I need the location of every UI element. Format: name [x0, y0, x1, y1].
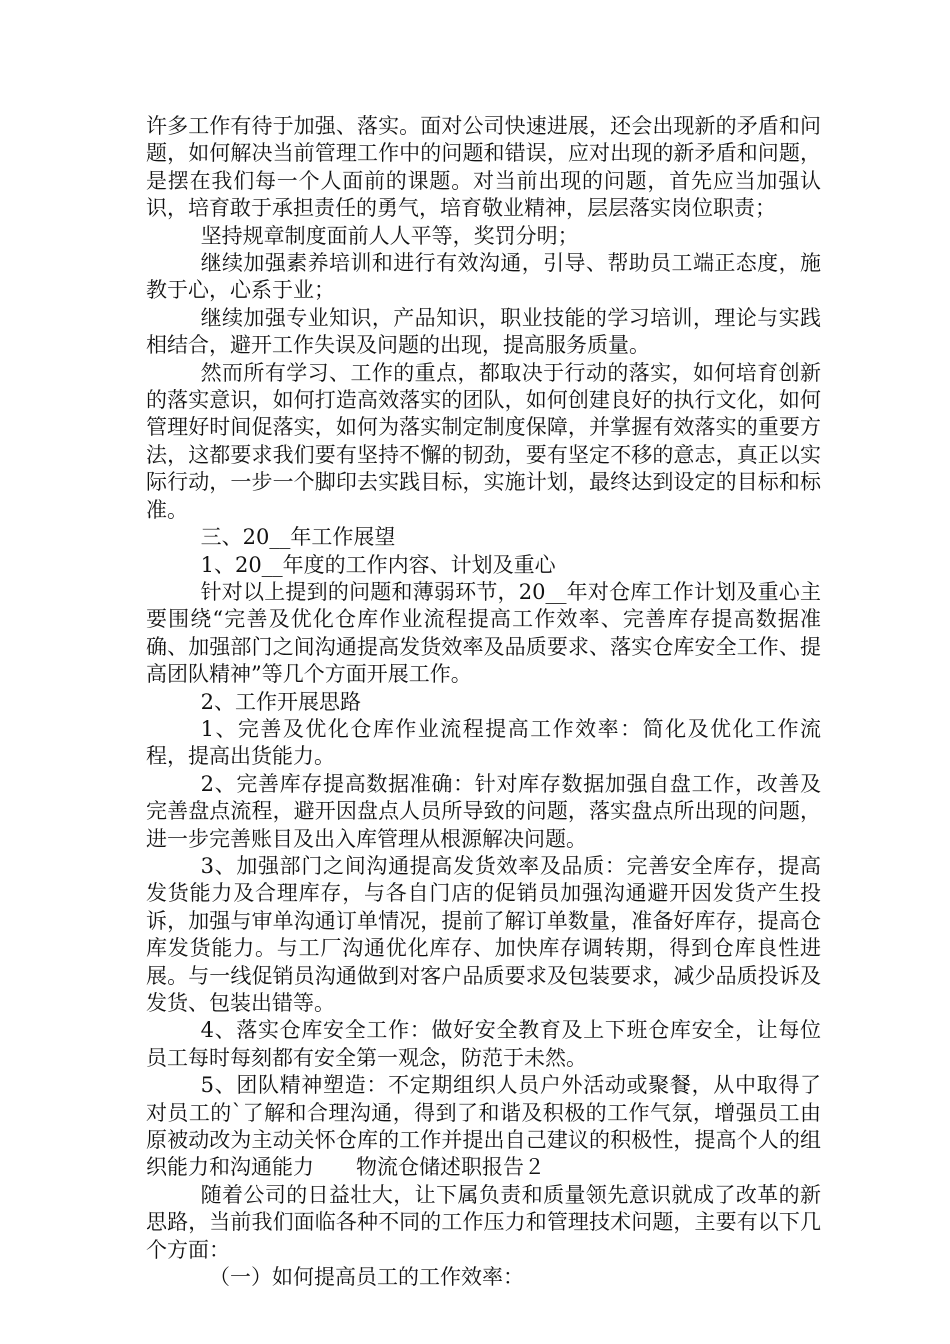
subsection-heading: 1、20__年度的工作内容、计划及重心 [200, 552, 556, 577]
paragraph: 许多工作有待于加强、落实。面对公司快速进展，还会出现新的矛盾和问题，如何解决当前管理工作中的问题和错误，应对出现的新矛盾和问题，是摆在我们每一个人面前的课题。对当前出现的问题，首先应当加强认识，培育敢于承担责任的勇气，培育敬业精神，层层落实岗位职责； [146, 114, 821, 221]
list-item: 4、落实仓库安全工作：做好安全教育及上下班仓库安全，让每位员工每时每刻都有安全第一观念，防范于未然。 [146, 1018, 821, 1070]
list-item: 5、团队精神塑造：不定期组织人员户外活动或聚餐，从中取得了对员工的`了解和合理沟通，得到了和谐及积极的工作气氛，增强员工由原被动改为主动关怀仓库的工作并提出自己建议的积极性，提高个人的组织能力和沟通能力 物流仓储述职报告２ [146, 1073, 821, 1180]
paragraph: 然而所有学习、工作的重点，都取决于行动的落实，如何培育创新的落实意识，如何打造高效落实的团队，如何创建良好的执行文化，如何管理好时间促落实，如何为落实制定制度保障，并掌握有效落实的重要方法，这都要求我们要有坚持不懈的韧劲，要有坚定不移的意志，真正以实际行动，一步一个脚印去实践目标，实施计划，最终达到设定的目标和标准。 [146, 360, 821, 522]
paragraph: 继续加强专业知识，产品知识，职业技能的学习培训，理论与实践相结合，避开工作失误及问题的出现，提高服务质量。 [146, 305, 821, 358]
subsection-heading: 2、工作开展思路 [200, 689, 361, 714]
document-body [146, 113, 821, 1291]
paragraph: 坚持规章制度面前人人平等，奖罚分明； [200, 223, 579, 248]
list-item: 1、完善及优化仓库作业流程提高工作效率：简化及优化工作流程，提高出货能力。 [146, 716, 821, 769]
paragraph: 继续加强素养培训和进行有效沟通，引导、帮助员工端正态度，施教于心，心系于业； [146, 251, 821, 303]
section-heading: 三、20__年工作展望 [200, 525, 396, 550]
subsection-heading: （一）如何提高员工的工作效率： [209, 1265, 524, 1290]
paragraph: 针对以上提到的问题和薄弱环节，20__年对仓库工作计划及重心主要围绕“完善及优化仓库作业流程提高工作效率、完善库存提高数据准确、加强部门之间沟通提高发货效率及品质要求、落实仓库安全工作、提高团队精神”等几个方面开展工作。 [146, 579, 821, 687]
paragraph: 随着公司的日益壮大，让下属负责和质量领先意识就成了改革的新思路，当前我们面临各种不同的工作压力和管理技术问题，主要有以下几个方面： [146, 1182, 821, 1262]
list-item: 3、加强部门之间沟通提高发货效率及品质：完善安全库存，提高发货能力及合理库存，与各自门店的促销员加强沟通避开因发货产生投诉，加强与审单沟通订单情况，提前了解订单数量，准备好库存，提高仓库发货能力。与工厂沟通优化库存、加快库存调转期，得到仓库良性进展。与一线促销员沟通做到对客户品质要求及包装要求，减少品质投诉及发货、包装出错等。 [146, 853, 821, 1015]
list-item: 2、完善库存提高数据准确：针对库存数据加强自盘工作，改善及完善盘点流程，避开因盘点人员所导致的问题，落实盘点所出现的问题，进一步完善账目及出入库管理从根源解决问题。 [146, 771, 821, 851]
